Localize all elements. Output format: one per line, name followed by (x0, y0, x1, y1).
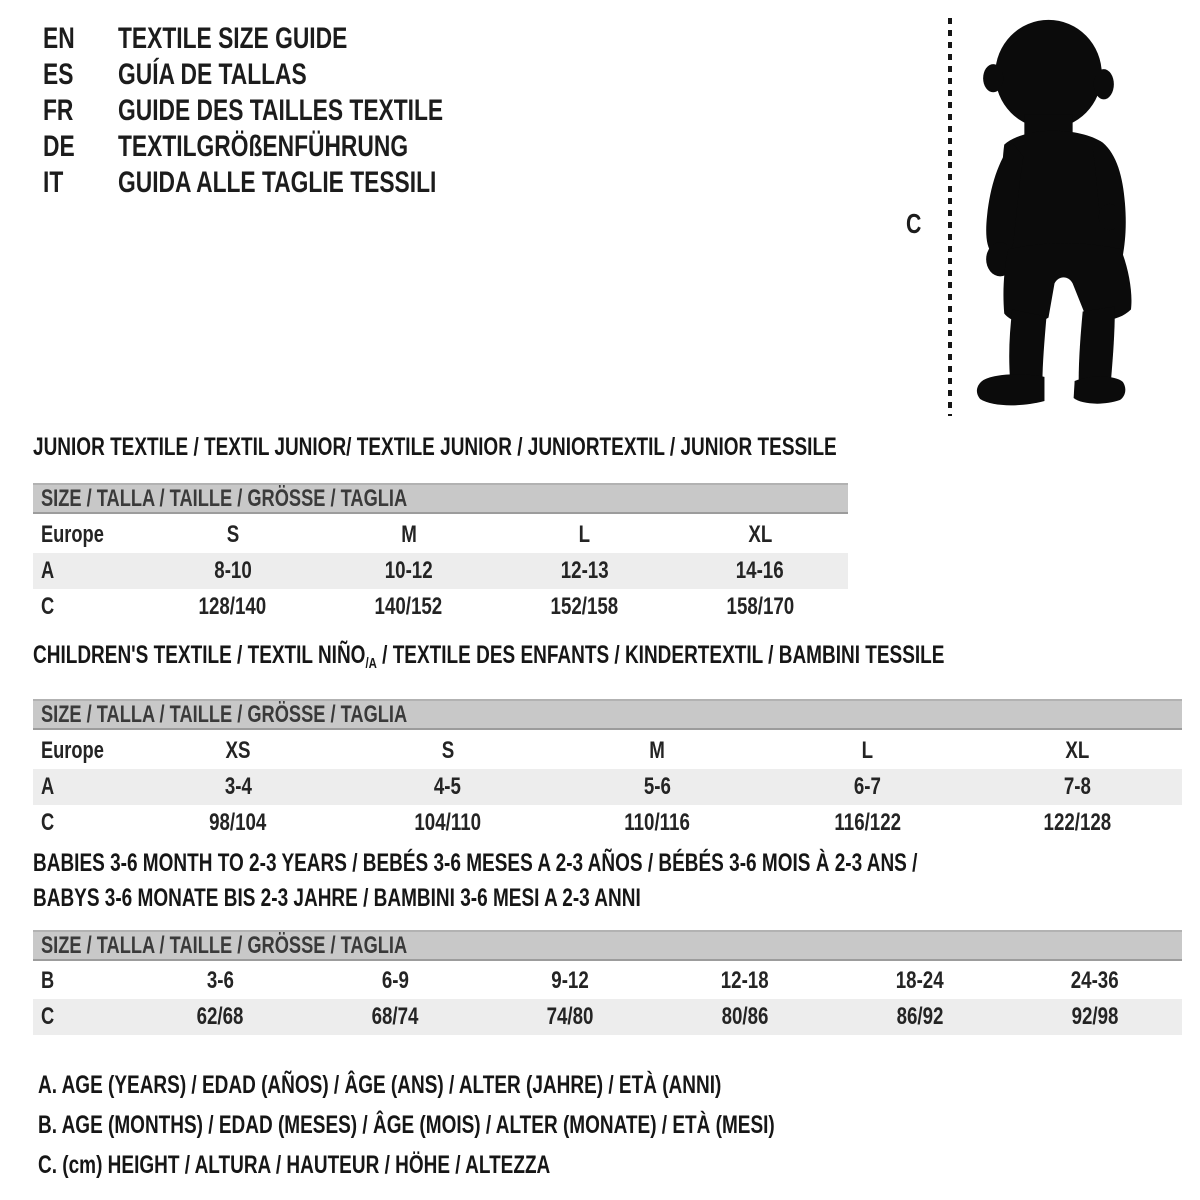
section-heading-text: BABIES 3-6 MONTH TO 2-3 YEARS / BEBÉS 3-6 MESES A 2-3 AÑOS / BÉBÉS 3-6 MOIS À 2-3 ANS / (33, 849, 918, 877)
size-cell: 92/98 (1071, 1003, 1118, 1030)
size-cell: S (441, 737, 454, 764)
language-code: FR (43, 94, 74, 127)
size-cell: 86/92 (896, 1003, 944, 1030)
size-cell: 4-5 (434, 773, 462, 800)
size-cell: 14-16 (736, 557, 785, 584)
language-row (43, 93, 546, 129)
size-cell: 12-18 (720, 967, 769, 994)
size-header-bar (33, 483, 848, 514)
size-header-bar (33, 930, 1182, 961)
size-cell: XL (748, 521, 773, 548)
language-code: DE (43, 130, 75, 163)
section-heading (33, 849, 1182, 877)
section-childrens-textile (33, 641, 1182, 841)
legend-text: A. AGE (YEARS) / EDAD (AÑOS) / ÂGE (ANS) / ALTER (JAHRE) / ETÀ (ANNI) (38, 1071, 722, 1099)
size-table (33, 733, 1182, 841)
language-row (43, 165, 546, 201)
table-row (33, 589, 848, 625)
size-cell: 116/122 (833, 809, 901, 836)
size-cell: 104/110 (414, 809, 482, 836)
size-cell: 10-12 (384, 557, 433, 584)
row-label: B (41, 967, 55, 994)
size-cell: XL (1065, 737, 1090, 764)
size-cell: 74/80 (546, 1003, 594, 1030)
size-cell: S (226, 521, 240, 548)
size-cell: 9-12 (551, 967, 589, 994)
size-header-label: SIZE / TALLA / TAILLE / GRÖSSE / TAGLIA (41, 701, 408, 728)
section-heading (33, 641, 1182, 678)
table-row (33, 733, 1182, 769)
language-label: GUIDE DES TAILLES TEXTILE (118, 94, 444, 127)
legend-text: B. AGE (MONTHS) / EDAD (MESES) / ÂGE (MOIS) / ALTER (MONATE) / ETÀ (MESI) (38, 1111, 775, 1139)
section-heading-text: BABYS 3-6 MONATE BIS 2-3 JAHRE / BAMBINI 3-6 MESI A 2-3 ANNI (33, 884, 641, 912)
size-cell: 5-6 (643, 773, 672, 800)
language-code: IT (43, 166, 64, 199)
section-heading (33, 433, 848, 461)
size-header-label: SIZE / TALLA / TAILLE / GRÖSSE / TAGLIA (41, 932, 408, 959)
size-cell: M (649, 737, 666, 764)
table-row (33, 769, 1182, 805)
size-cell: L (578, 521, 591, 548)
size-cell: 122/128 (1043, 809, 1111, 836)
size-table (33, 517, 848, 625)
language-row (43, 129, 546, 165)
height-dashed-line (948, 18, 952, 416)
language-code: EN (43, 22, 75, 55)
language-label: GUÍA DE TALLAS (118, 58, 307, 91)
language-list (43, 21, 546, 201)
table-row (33, 963, 1182, 999)
section-heading-text: / TEXTILE DES ENFANTS / KINDERTEXTIL / BAMBINI TESSILE (376, 641, 945, 669)
table-row (33, 999, 1182, 1035)
measurement-legend (38, 1071, 1007, 1191)
legend-line-b (38, 1111, 1007, 1151)
row-label: A (41, 557, 55, 584)
size-cell: M (400, 521, 417, 548)
size-cell: 3-4 (224, 773, 252, 800)
section-heading-line2 (33, 884, 1182, 912)
size-cell: XS (225, 737, 251, 764)
size-cell: 68/74 (371, 1003, 419, 1030)
height-measure-label (906, 208, 926, 240)
row-label: C (41, 809, 55, 836)
size-cell: 7-8 (1063, 773, 1091, 800)
section-junior-textile (33, 433, 848, 625)
row-label: C (41, 1003, 55, 1030)
height-measure-letter: C (906, 208, 922, 239)
language-row (43, 21, 546, 57)
language-code: ES (43, 58, 74, 91)
language-row (43, 57, 546, 93)
size-cell: 6-7 (853, 773, 881, 800)
table-row (33, 517, 848, 553)
row-label: Europe (41, 521, 104, 548)
size-cell: 24-36 (1070, 967, 1119, 994)
baby-silhouette-icon (962, 13, 1138, 417)
size-header-label: SIZE / TALLA / TAILLE / GRÖSSE / TAGLIA (41, 485, 408, 512)
size-cell: L (861, 737, 874, 764)
table-row (33, 805, 1182, 841)
size-cell: 3-6 (206, 967, 234, 994)
table-row (33, 553, 848, 589)
language-label: TEXTILE SIZE GUIDE (118, 22, 348, 55)
language-label: GUIDA ALLE TAGLIE TESSILI (118, 166, 437, 199)
size-cell: 12-13 (560, 557, 609, 584)
size-cell: 128/140 (199, 593, 267, 620)
size-table (33, 963, 1182, 1035)
section-heading-text: JUNIOR TEXTILE / TEXTIL JUNIOR/ TEXTILE JUNIOR / JUNIORTEXTIL / JUNIOR TESSILE (33, 433, 837, 461)
row-label: C (41, 593, 55, 620)
size-cell: 98/104 (209, 809, 267, 836)
section-heading-text: CHILDREN'S TEXTILE / TEXTIL NIÑO (33, 641, 366, 669)
size-cell: 6-9 (381, 967, 409, 994)
size-cell: 140/152 (374, 593, 443, 620)
legend-line-c (38, 1151, 1007, 1191)
size-cell: 62/68 (196, 1003, 244, 1030)
size-cell: 18-24 (895, 967, 944, 994)
size-cell: 158/170 (726, 593, 794, 620)
section-babies-textile (33, 849, 1182, 1035)
legend-line-a (38, 1071, 1007, 1111)
size-cell: 152/158 (550, 593, 619, 620)
size-cell: 80/86 (721, 1003, 769, 1030)
section-heading-subscript: /A (365, 655, 377, 672)
row-label: Europe (41, 737, 104, 764)
size-cell: 8-10 (214, 557, 252, 584)
language-label: TEXTILGRÖßENFÜHRUNG (118, 130, 409, 163)
size-cell: 110/116 (624, 809, 691, 836)
size-header-bar (33, 699, 1182, 730)
row-label: A (41, 773, 55, 800)
legend-text: C. (cm) HEIGHT / ALTURA / HAUTEUR / HÖHE / ALTEZZA (38, 1151, 551, 1179)
